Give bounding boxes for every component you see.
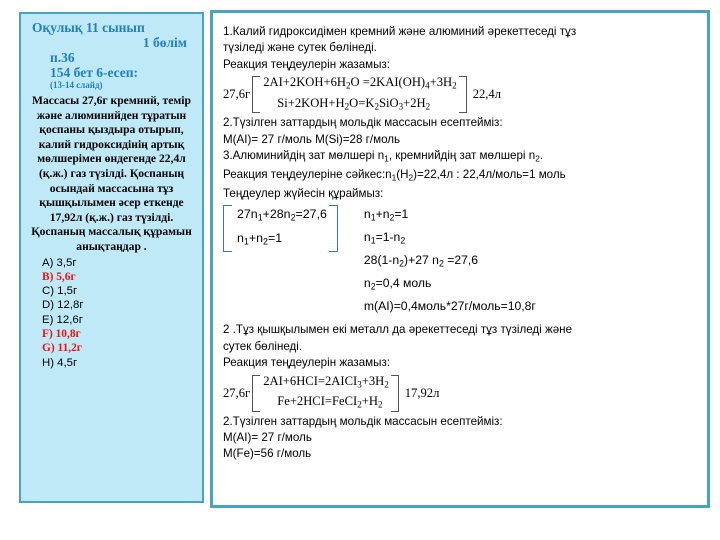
left-brace-icon (252, 76, 260, 113)
paragraph-ref-line: п.36 (50, 50, 75, 65)
answer-options-list (28, 256, 195, 370)
reaction-block-2 (223, 373, 699, 414)
equation: $2AI+6HCI=2AICI_3+3H_2$ (263, 373, 389, 390)
page-task-ref-line: 154 бет 6-есеп: (50, 65, 139, 80)
step1-write-equations-label: Реакция теңдеулерін жазамыз: (223, 57, 390, 71)
answer-option[interactable]: G) 11,2г (42, 342, 82, 355)
reaction-block-2-volume: 17,92л (404, 385, 440, 400)
answer-option[interactable]: B) 5,6г (42, 270, 76, 283)
answer-option[interactable]: C) 1,5г (42, 285, 78, 298)
textbook-title-line: Оқулық 11 сынып (32, 20, 145, 35)
right-brace-icon (459, 76, 467, 113)
step2-molar-masses: M(AI)= 27 г/моль M(Si)=28 г/моль (223, 132, 401, 146)
step4-intro-line-1: 2 .Тұз қышқылымен екі металл да әрекеттеседі тұз түзіледі және (223, 323, 573, 337)
step1-intro-line-1: 1.Калий гидроксидімен кремний және алюминий әрекеттеседі тұз (223, 25, 577, 38)
problem-statement: Массасы 27,6г кремний, темір және алюминийден тұратын қоспаны қыздыра отырып, калий гидроксидінің артық мөлшерімен өндегенде 22,4л (қ.ж.) газ түзілді. Қоспаның осындай массасына тұз қышқылымен әсер еткенде 17,92л (қ.ж.) газ түзілді. Қоспаның массалық құрамын анықтаңдар . (31, 94, 192, 253)
reaction-block-1 (223, 74, 699, 115)
step3-title: 3.Алюминийдің зат мөлшері $n_1$, кремнийдің зат мөлшері $n_2$. (223, 149, 544, 164)
right-bracket-icon (329, 205, 338, 252)
right-brace-icon (391, 375, 399, 412)
equation: $n_2=0,4$ моль (363, 275, 432, 292)
reaction-block-1-mass: 27,6г (223, 87, 251, 102)
answer-option[interactable]: F) 10,8г (42, 328, 81, 341)
slide-ref-line: (13-14 слайд) (50, 80, 103, 90)
equation: $n_1+n_2=1$ (363, 206, 409, 223)
equation: $n_1+n_2=1$ (237, 231, 283, 247)
equation: $Si+2KOH+H_2O=K_2SiO_3+2H_2$ (277, 95, 431, 112)
equation-system-left (223, 204, 338, 253)
equation-system (223, 204, 699, 316)
system-title: Теңдеулер жүйесін құраймыз: (223, 186, 384, 200)
answer-option[interactable]: A) 3,5г (42, 256, 77, 269)
step4-write-equations-label: Реакция теңдеулерін жазамыз: (223, 356, 390, 370)
equation: $Fe+2HCI=FeCI_2+H_2$ (277, 394, 383, 410)
equation: $2AI+2KOH+6H_2O =2KAI(OH)_4+3H_2$ (263, 75, 457, 91)
left-brace-icon (252, 375, 260, 412)
equation-system-solution (364, 204, 536, 316)
reaction-block-2-mass: 27,6г (223, 385, 251, 400)
answer-option[interactable]: H) 4,5г (42, 356, 78, 369)
reaction-block-1-volume: 22,4л (472, 87, 502, 102)
equation: $n_1=1-n_2$ (363, 229, 406, 246)
equation-system-left-equations (234, 204, 327, 253)
step1-intro-line-2: түзіледі және сутек бөлінеді. (223, 41, 377, 55)
solution-panel (210, 10, 710, 508)
step2-title: 2.Түзілген заттардың мольдік массасын есептейміз: (223, 116, 503, 130)
equation: m(AI)=0,4моль*27г/моль=10,8г (363, 298, 536, 313)
answer-option[interactable]: E) 12,6г (42, 313, 83, 326)
reaction-block-1-equations (263, 74, 456, 115)
step5-molar-mass-fe: M(Fe)=56 г/моль (223, 447, 312, 461)
step5-title: 2.Түзілген заттардың мольдік массасын есептейміз: (223, 414, 503, 428)
left-bracket-icon (223, 205, 232, 252)
step5-molar-mass-al: M(AI)= 27 г/моль (223, 430, 312, 444)
step3-ratio: Реакция теңдеулеріне $сәйкес:n_1(H_2)=22,4л$ : 22,4л/моль=1 моль (223, 167, 566, 183)
equation: $27n_1+28n_2=27,6$ (237, 206, 327, 223)
equation: $28(1-n_2)+27$ $n_2 =27,6$ (363, 252, 479, 269)
step4-intro-line-2: сутек бөлінеді. (223, 339, 303, 353)
answer-option[interactable]: D) 12,8г (42, 299, 84, 312)
problem-panel (19, 12, 204, 503)
textbook-section-line: 1 бөлім (142, 35, 187, 50)
reaction-block-2-equations (263, 373, 389, 414)
